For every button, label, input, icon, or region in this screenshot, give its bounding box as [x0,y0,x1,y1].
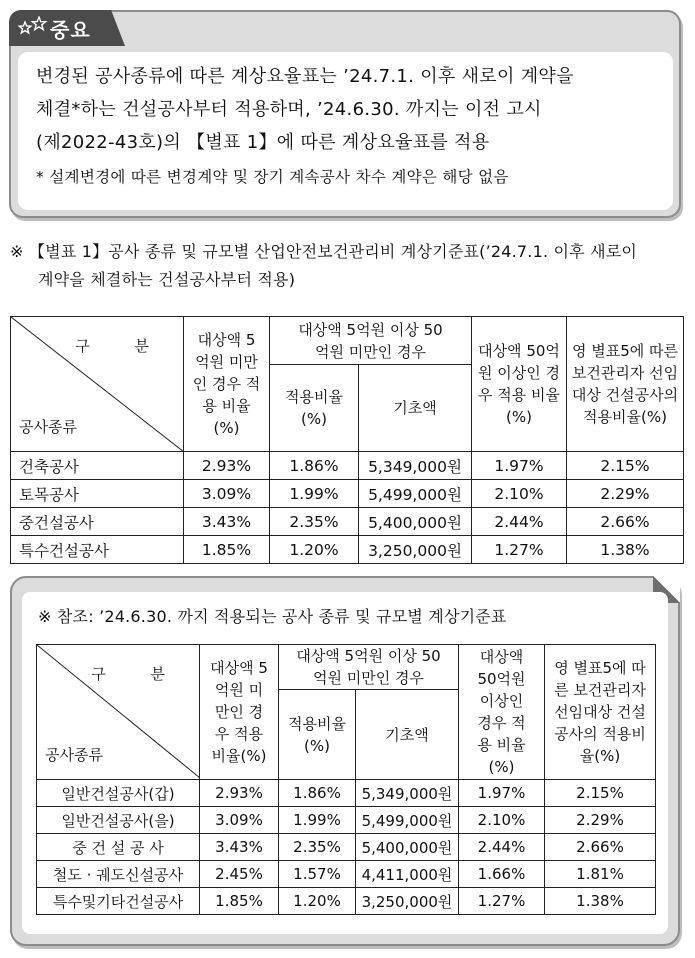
col-header-over50: 대상액 50억원 이상인 경우 적용 비율(%) [472,317,567,452]
important-line: (제2022-43호)의 【별표 1】에 따른 계상요율표를 적용 [36,132,490,153]
col-header-under5: 대상액 5억원 미만인 경우 적용 비율(%) [200,645,279,780]
over50-cell: 1.27% [472,536,567,564]
annex5-cell: 1.38% [567,536,684,564]
rate-cell: 1.20% [270,536,359,564]
type-cell: 특수건설공사 [11,536,184,564]
annex5-cell: 2.66% [545,834,656,861]
under5-cell: 3.43% [200,834,279,861]
rate-cell: 2.35% [270,508,359,536]
over50-cell: 1.97% [472,452,567,480]
rate-table [10,316,684,564]
under5-cell: 2.93% [200,780,279,807]
table-row [11,536,684,564]
over50-cell: 1.66% [459,861,545,888]
over50-cell: 2.10% [472,480,567,508]
diagonal-header-cell [37,645,200,780]
rate-cell: 1.99% [270,480,359,508]
base-cell: 5,499,000원 [359,480,472,508]
col-header-5to50: 대상액 5억원 이상 50억원 미만인 경우 [279,645,459,690]
under5-cell: 2.45% [200,861,279,888]
reference-title: ※ 참조: ’24.6.30. 까지 적용되는 공사 종류 및 규모별 계상기준표 [38,607,507,626]
over50-cell: 1.97% [459,780,545,807]
col-header-annex5: 영 별표5에 따른 보건관리자 선임대상 건설공사의 적용비율(%) [567,317,684,452]
important-line: 변경된 공사종류에 따른 계상요율표는 ’24.7.1. 이후 새로이 계약을 [36,66,574,87]
annex5-cell: 2.29% [567,480,684,508]
table-row [37,834,656,861]
table-row [11,508,684,536]
type-cell: 일반건설공사(을) [37,807,200,834]
base-cell: 3,250,000원 [356,888,459,915]
base-cell: 4,411,000원 [356,861,459,888]
important-text [36,60,659,159]
annex5-cell: 2.15% [567,452,684,480]
important-title: 중요 [50,18,91,42]
table-row [11,480,684,508]
gubun-label: 구 분 [75,337,169,355]
under5-cell: 2.93% [184,452,270,480]
col-header-under5: 대상액 5억원 미만인 경우 적용 비율(%) [184,317,270,452]
col-header-rate: 적용비율 (%) [270,365,359,452]
type-label: 공사종류 [19,418,77,436]
type-cell: 철도 · 궤도신설공사 [37,861,200,888]
col-header-5to50: 대상액 5억원 이상 50억원 미만인 경우 [270,317,472,365]
over50-cell: 2.10% [459,807,545,834]
type-cell: 중건설공사 [11,508,184,536]
table-caption [10,238,685,294]
table-row [37,861,656,888]
base-cell: 5,349,000원 [356,780,459,807]
type-label: 공사종류 [45,746,103,764]
annex5-cell: 2.29% [545,807,656,834]
reference-rate-table [36,644,656,915]
important-line: 체결*하는 건설공사부터 적용하며, ’24.6.30. 까지는 이전 고시 [36,99,542,120]
important-content [18,52,673,210]
type-cell: 일반건설공사(갑) [37,780,200,807]
rate-cell: 1.20% [279,888,356,915]
type-cell: 중 건 설 공 사 [37,834,200,861]
annex5-cell: 1.81% [545,861,656,888]
under5-cell: 3.43% [184,508,270,536]
type-cell: 토목공사 [11,480,184,508]
col-header-over50: 대상액 50억원 이상인 경우 적용 비율(%) [459,645,545,780]
stars-icon [18,16,48,36]
rate-cell: 1.99% [279,807,356,834]
diagonal-header-cell [11,317,184,452]
col-header-annex5: 영 별표5에 따른 보건관리자 선임대상 건설공사의 적용비율(%) [545,645,656,780]
base-cell: 5,499,000원 [356,807,459,834]
base-cell: 5,349,000원 [359,452,472,480]
table-row [11,452,684,480]
base-cell: 5,400,000원 [359,508,472,536]
base-cell: 5,400,000원 [356,834,459,861]
type-cell: 특수및기타건설공사 [37,888,200,915]
rate-cell: 2.35% [279,834,356,861]
annex5-cell: 2.66% [567,508,684,536]
over50-cell: 2.44% [472,508,567,536]
annex5-cell: 2.15% [545,780,656,807]
annex5-cell: 1.38% [545,888,656,915]
col-header-base: 기초액 [356,690,459,780]
col-header-rate: 적용비율 (%) [279,690,356,780]
caption-line: 계약을 체결하는 건설공사부터 적용) [38,270,296,289]
col-header-base: 기초액 [359,365,472,452]
under5-cell: 1.85% [184,536,270,564]
over50-cell: 2.44% [459,834,545,861]
base-cell: 3,250,000원 [359,536,472,564]
under5-cell: 3.09% [200,807,279,834]
table-row [37,807,656,834]
under5-cell: 3.09% [184,480,270,508]
rate-cell: 1.86% [279,780,356,807]
gubun-label: 구 분 [91,665,185,683]
table-row [37,888,656,915]
rate-cell: 1.86% [270,452,359,480]
rate-cell: 1.57% [279,861,356,888]
table-row [37,780,656,807]
over50-cell: 1.27% [459,888,545,915]
important-note: * 설계변경에 따른 변경계약 및 장기 계속공사 차수 계약은 해당 없음 [36,168,509,186]
caption-line: ※ 【별표 1】공사 종류 및 규모별 산업안전보건관리비 계상기준표(’24.7.1. 이후 새로이 [10,242,638,261]
under5-cell: 1.85% [200,888,279,915]
type-cell: 건축공사 [11,452,184,480]
